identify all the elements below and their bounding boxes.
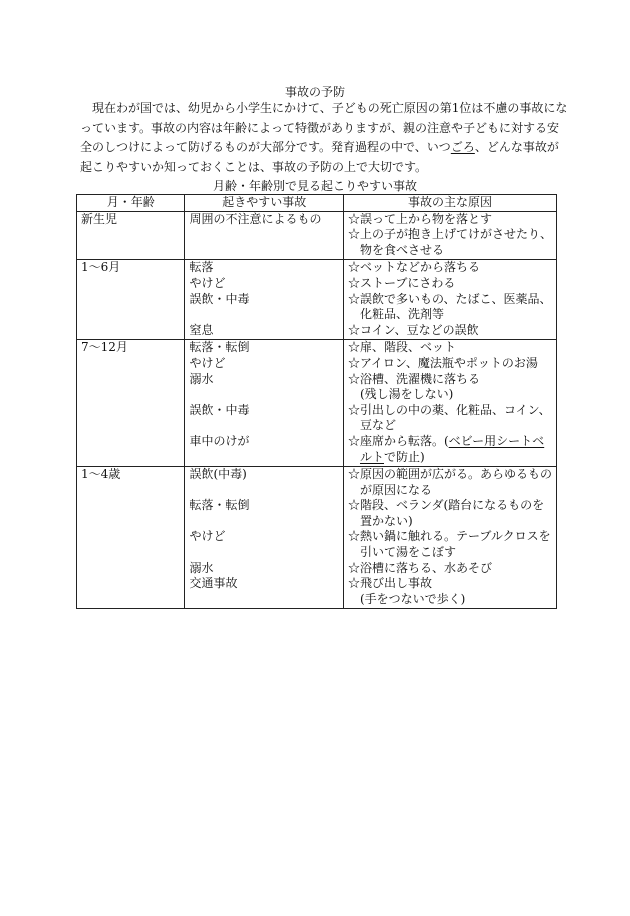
cause-cell bbox=[343, 467, 556, 609]
text-segment: ☆ストーブにさわる bbox=[347, 275, 456, 290]
text-segment: 、どんな事故が bbox=[474, 140, 559, 155]
cause-line bbox=[348, 340, 552, 356]
text-segment: ☆浴槽に落ちる、水あそび bbox=[347, 560, 492, 575]
accident-label: 誤飲(中毒) bbox=[189, 467, 247, 482]
paragraph-line bbox=[80, 158, 553, 178]
age-cell bbox=[77, 211, 185, 260]
text-segment: 引いて湯をこぼす bbox=[347, 545, 456, 560]
cause-line bbox=[348, 323, 552, 339]
accident-label: 車中のけが bbox=[189, 433, 250, 448]
underlined-text: ベビー用シートベ bbox=[448, 433, 545, 448]
accident-label: 転落 bbox=[189, 260, 214, 275]
accident-cell bbox=[185, 340, 343, 467]
table-row bbox=[77, 260, 557, 340]
age-label: 7～12月 bbox=[81, 340, 128, 355]
text-segment: 起こりやすいか知っておくことは、事故の予防の上で大切です。 bbox=[80, 159, 428, 174]
spacer bbox=[189, 243, 338, 259]
spacer bbox=[189, 418, 338, 434]
text-segment: 豆など bbox=[347, 418, 396, 433]
text-segment: ☆アイロン、魔法瓶やポットのお湯 bbox=[347, 355, 538, 370]
cause-line bbox=[348, 276, 552, 292]
cause-line bbox=[348, 450, 552, 466]
cause-line bbox=[348, 576, 552, 592]
text-segment: ☆ベットなどから落ちる bbox=[347, 260, 480, 275]
cause-line bbox=[348, 403, 552, 419]
accident-label: 誤飲・中毒 bbox=[189, 402, 250, 417]
accident-table bbox=[76, 194, 557, 609]
age-label: 新生児 bbox=[81, 211, 118, 226]
text-segment: ☆座席から転落。( bbox=[347, 433, 449, 448]
accident-label: 溺水 bbox=[189, 371, 214, 386]
text-segment: ☆コイン、豆などの誤飲 bbox=[347, 322, 479, 337]
cause-line bbox=[348, 529, 552, 545]
accident-label: やけど bbox=[189, 355, 226, 370]
text-segment: ☆誤飲で多いもの、たばこ、医薬品、 bbox=[347, 291, 552, 306]
table-header-row bbox=[77, 195, 557, 212]
underlined-text: ルト bbox=[359, 449, 384, 464]
cause-line bbox=[348, 545, 552, 561]
age-label: 1～4歳 bbox=[81, 467, 121, 482]
text-segment: (手をつないで歩く) bbox=[347, 591, 466, 606]
text-segment: ☆引出しの中の薬、化粧品、コイン、 bbox=[347, 402, 551, 417]
spacer bbox=[189, 514, 338, 530]
paragraph-line bbox=[80, 119, 560, 139]
cause-line bbox=[348, 483, 552, 499]
spacer bbox=[189, 545, 338, 561]
accident-label: 転落・転倒 bbox=[189, 498, 250, 513]
cause-line bbox=[348, 372, 552, 388]
header-accident: 起きやすい事故 bbox=[185, 195, 343, 212]
underlined-text: ごろ bbox=[450, 140, 475, 155]
accident-label: 交通事故 bbox=[189, 576, 238, 591]
text-segment: ☆原因の範囲が広がる。あらゆるもの bbox=[347, 467, 552, 482]
intro-paragraph bbox=[80, 99, 568, 177]
cause-line bbox=[348, 514, 552, 530]
age-cell bbox=[77, 260, 185, 340]
text-segment: ☆浴槽、洗濯機に落ちる bbox=[347, 371, 480, 386]
cause-line bbox=[348, 260, 552, 276]
table-caption: 月齢・年齢別で見る起こりやすい事故 bbox=[212, 179, 417, 193]
text-segment: ☆扉、階段、ベット bbox=[347, 340, 456, 355]
accident-label: 窒息 bbox=[189, 322, 214, 337]
paragraph-line bbox=[80, 99, 568, 119]
table-row bbox=[77, 211, 557, 260]
table-row bbox=[77, 340, 557, 467]
spacer bbox=[189, 450, 338, 466]
age-cell bbox=[77, 467, 185, 609]
accident-label: やけど bbox=[189, 275, 226, 290]
cause-line bbox=[348, 307, 552, 323]
accident-label: やけど bbox=[189, 529, 226, 544]
document-title: 事故の予防 bbox=[284, 85, 345, 99]
accident-label: 周囲の不注意によるもの bbox=[189, 211, 322, 226]
cause-line bbox=[348, 561, 552, 577]
text-segment: ☆上の子が抱き上げてけがさせたり、 bbox=[347, 227, 552, 242]
age-label: 1～6月 bbox=[81, 260, 121, 275]
text-segment: ☆誤って上から物を落とす bbox=[347, 211, 492, 226]
cause-cell bbox=[343, 260, 556, 340]
accident-label: 転落・転倒 bbox=[189, 340, 250, 355]
text-segment: ☆熱い鍋に触れる。テーブルクロスを bbox=[347, 529, 551, 544]
text-segment bbox=[348, 450, 360, 464]
cause-line bbox=[348, 434, 552, 450]
accident-cell bbox=[185, 211, 343, 260]
paragraph-line bbox=[80, 138, 559, 158]
cause-line bbox=[348, 592, 552, 608]
accident-cell bbox=[185, 260, 343, 340]
text-segment: ☆階段、ベランダ(踏台になるものを bbox=[347, 498, 545, 513]
cause-line bbox=[348, 498, 552, 514]
accident-label: 溺水 bbox=[189, 560, 214, 575]
cause-line bbox=[348, 467, 552, 483]
table-row bbox=[77, 467, 557, 609]
cause-line bbox=[348, 227, 552, 243]
text-segment: 置かない) bbox=[347, 513, 413, 528]
spacer bbox=[189, 592, 338, 608]
text-segment: ☆飛び出し事故 bbox=[347, 576, 432, 591]
cause-line bbox=[348, 292, 552, 308]
age-cell bbox=[77, 340, 185, 467]
cause-cell bbox=[343, 340, 556, 467]
spacer bbox=[189, 227, 338, 243]
text-segment: 全のしつけによって防げるものが大部分です。発育過程の中で、いつ bbox=[80, 140, 451, 155]
text-segment: で防止) bbox=[384, 449, 425, 464]
cause-line bbox=[348, 387, 552, 403]
spacer bbox=[189, 387, 338, 403]
text-segment: 物を食べさせる bbox=[347, 242, 444, 257]
accident-label: 誤飲・中毒 bbox=[189, 291, 250, 306]
text-segment: 化粧品、洗剤等 bbox=[347, 307, 444, 322]
accident-cell bbox=[185, 467, 343, 609]
cause-line bbox=[348, 356, 552, 372]
cause-cell bbox=[343, 211, 556, 260]
header-age: 月・年齢 bbox=[77, 195, 185, 212]
spacer bbox=[189, 307, 338, 323]
text-segment: 現在わが国では、幼児から小学生にかけて、子どもの死亡原因の第1位は不慮の事故にな bbox=[80, 101, 568, 115]
text-segment: っています。事故の内容は年齢によって特徴がありますが、親の注意や子どもに対する安 bbox=[80, 120, 560, 135]
cause-line bbox=[348, 418, 552, 434]
text-segment: が原因になる bbox=[347, 482, 432, 497]
cause-line bbox=[348, 243, 552, 259]
cause-line bbox=[348, 212, 552, 228]
spacer bbox=[189, 483, 338, 499]
text-segment: (残し湯をしない) bbox=[347, 387, 454, 402]
header-cause: 事故の主な原因 bbox=[343, 195, 556, 212]
